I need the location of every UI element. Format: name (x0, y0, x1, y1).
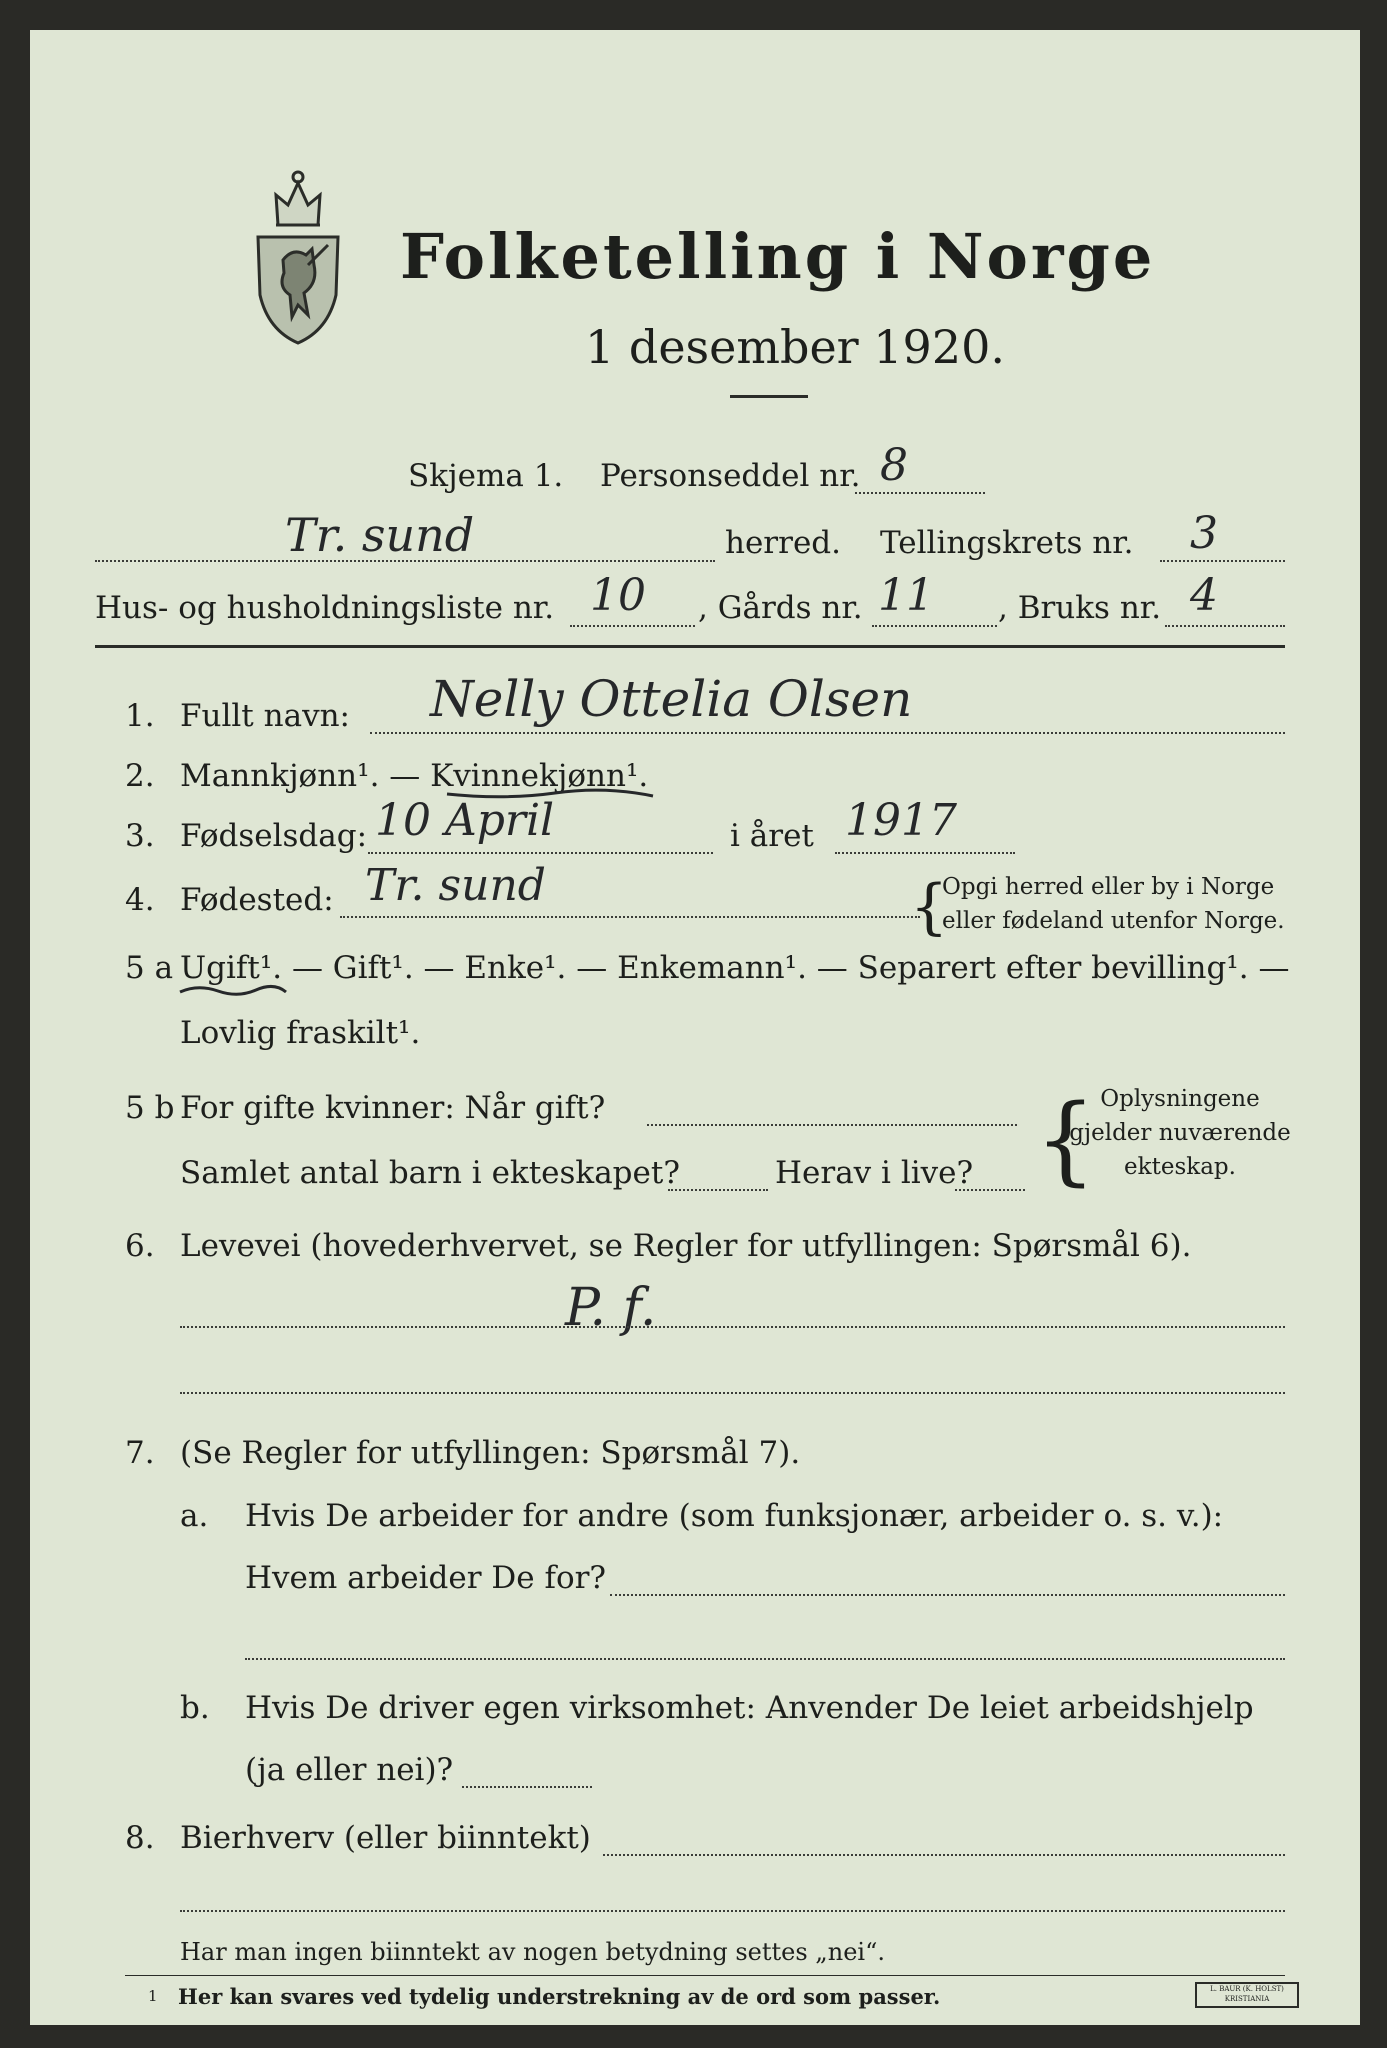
footnote-mark: 1 (148, 1987, 158, 2005)
q5a-line1: Ugift¹. — Gift¹. — Enke¹. — Enkemann¹. — Separert efter bevilling¹. — (180, 950, 1290, 986)
q8-number: 8. (125, 1820, 155, 1856)
q7a-line2: Hvem arbeider De for? (245, 1560, 607, 1596)
birthplace-value[interactable]: Tr. sund (365, 860, 546, 911)
q5b-brace: { (1035, 1084, 1097, 1196)
q7a-letter: a. (180, 1498, 209, 1534)
q8-line (603, 1854, 1285, 1856)
q2-label: Mannkjønn¹. — Kvinnekjønn¹. (180, 758, 649, 794)
q4-number: 4. (125, 882, 155, 918)
tellingskrets-line (1160, 560, 1285, 562)
year-label: i året (730, 818, 814, 854)
bruks-label: , Bruks nr. (998, 590, 1162, 626)
q4-note (942, 870, 1285, 938)
gards-value[interactable]: 11 (878, 570, 934, 621)
q6-line1 (180, 1326, 1285, 1328)
occupation-value[interactable]: P. f. (565, 1278, 657, 1338)
q5b-note-line2: gjelder nuværende (1069, 1120, 1291, 1146)
q6-line2 (180, 1392, 1285, 1394)
ugift-underline (178, 982, 288, 998)
bruks-line (1165, 625, 1285, 627)
tellingskrets-label: Tellingskrets nr. (880, 525, 1134, 561)
q5b-number: 5 b (125, 1090, 175, 1126)
biinntekt-note: Har man ingen biinntekt av nogen betydning settes „nei“. (180, 1938, 885, 1966)
q1-line (370, 732, 1285, 734)
full-name-value[interactable]: Nelly Ottelia Olsen (430, 670, 913, 728)
q5b-line2b: Herav i live? (775, 1155, 974, 1191)
footnote-text: Her kan svares ved tydelig understrekning av de ord som passer. (178, 1984, 941, 2009)
q5b-note-line1: Oplysningene (1100, 1086, 1260, 1112)
q7b-line2: (ja eller nei)? (245, 1752, 454, 1788)
q7b-answer-line (462, 1786, 592, 1788)
husliste-label: Hus- og husholdningsliste nr. (95, 590, 555, 626)
q2-number: 2. (125, 758, 155, 794)
q7-number: 7. (125, 1435, 155, 1471)
tellingskrets-value[interactable]: 3 (1190, 508, 1218, 559)
q7b-letter: b. (180, 1690, 210, 1726)
form-title: Folketelling i Norge (400, 220, 1156, 293)
gards-label: , Gårds nr. (698, 590, 863, 626)
q4-label: Fødested: (180, 882, 334, 918)
census-form-page (30, 30, 1360, 2025)
q7b-line1: Hvis De driver egen virksomhet: Anvender De leiet arbeidshjelp (245, 1690, 1254, 1726)
q4-note-line2: eller fødeland utenfor Norge. (942, 908, 1285, 934)
q5b-note-line3: ekteskap. (1124, 1154, 1236, 1180)
header-rule (95, 645, 1285, 648)
gards-line (872, 625, 997, 627)
q1-number: 1. (125, 698, 155, 734)
q7a-line1: Hvis De arbeider for andre (som funksjonær, arbeider o. s. v.): (245, 1498, 1224, 1534)
q6-number: 6. (125, 1228, 155, 1264)
q4-note-line1: Opgi herred eller by i Norge (942, 874, 1275, 900)
q7a-employer-line (610, 1594, 1285, 1596)
birth-year-value[interactable]: 1917 (845, 795, 957, 846)
q4-brace: { (910, 872, 949, 942)
census-date: 1 desember 1920. (585, 320, 1005, 374)
q5b-note (1060, 1082, 1300, 1184)
children-alive-line (955, 1189, 1025, 1191)
personseddel-label: Personseddel nr. (600, 458, 861, 494)
q5b-line2a: Samlet antal barn i ekteskapet? (180, 1155, 680, 1191)
coat-of-arms-icon (248, 165, 348, 350)
q8-extra-line (180, 1910, 1285, 1912)
year-line (835, 852, 1015, 854)
title-divider (730, 395, 808, 398)
q3-number: 3. (125, 818, 155, 854)
q5a-number: 5 a (125, 950, 174, 986)
birthday-value[interactable]: 10 April (375, 795, 555, 846)
q7-label: (Se Regler for utfyllingen: Spørsmål 7). (180, 1435, 801, 1471)
personseddel-value[interactable]: 8 (880, 440, 908, 491)
children-count-line (668, 1189, 768, 1191)
personseddel-line (855, 492, 985, 494)
q8-label: Bierhverv (eller biinntekt) (180, 1820, 591, 1856)
q1-label: Fullt navn: (180, 698, 350, 734)
herred-label: herred. (725, 525, 841, 561)
q3-line (368, 852, 713, 854)
husliste-value[interactable]: 10 (590, 570, 646, 621)
q6-label: Levevei (hovederhvervet, se Regler for utfyllingen: Spørsmål 6). (180, 1228, 1192, 1264)
husliste-line (570, 625, 695, 627)
q5a-line2: Lovlig fraskilt¹. (180, 1015, 421, 1051)
q7a-extra-line (245, 1658, 1285, 1660)
q3-label: Fødselsdag: (180, 818, 368, 854)
herred-value[interactable]: Tr. sund (285, 508, 475, 562)
bruks-value[interactable]: 4 (1190, 570, 1218, 621)
q5b-line1: For gifte kvinner: Når gift? (180, 1090, 606, 1126)
printer-stamp: L. BAUR (K. HOLST) KRISTIANIA (1195, 1982, 1299, 2008)
married-when-line (647, 1124, 1017, 1126)
q4-line (340, 916, 920, 918)
footnote-rule (125, 1975, 1285, 1976)
skjema-label: Skjema 1. (408, 458, 564, 494)
